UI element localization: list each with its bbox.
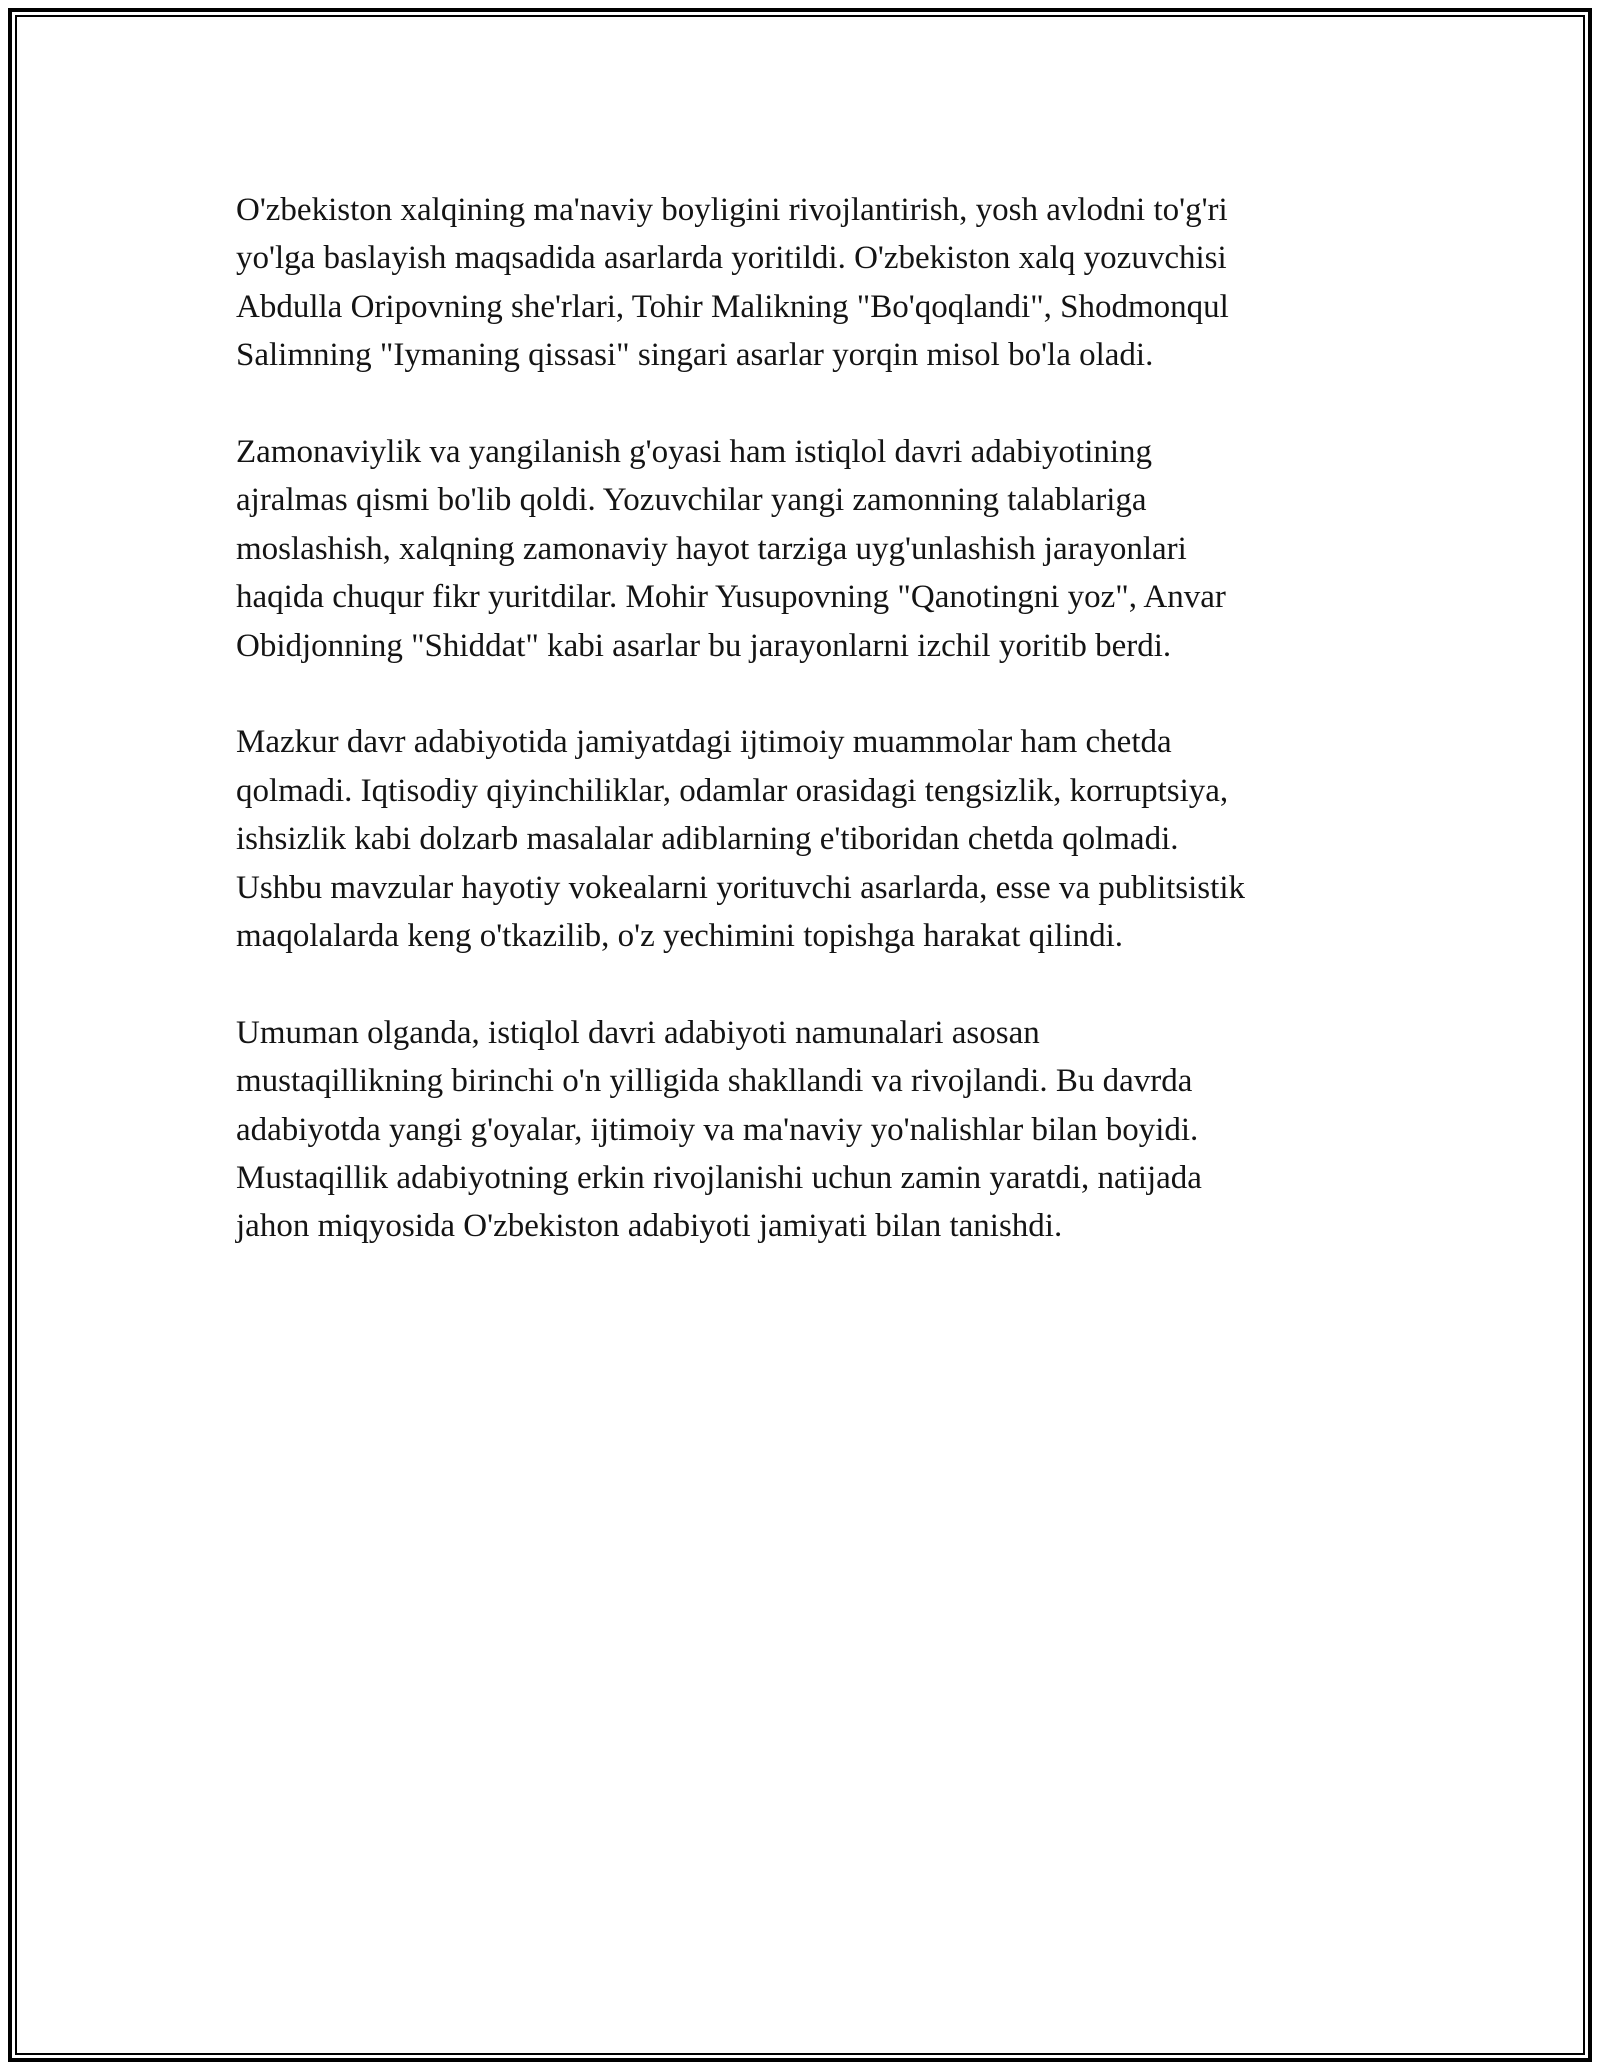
paragraph-1: O'zbekiston xalqining ma'naviy boyligini rivojlantirish, yosh avlodni to'g'ri yo'lga baslayish maqsadida asarlarda yoritildi. O'zbekiston xalq yozuvchisi Abdulla Oripovning she'rlari, Tohir Malikning "Bo'qoqlandi", Shodmonqul Salimning "Iymaning qissasi" singari asarlar yorqin misol bo'la oladi. — [236, 192, 1229, 374]
paragraph-2: Zamonaviylik va yangilanish g'oyasi ham istiqlol davri adabiyotining ajralmas qismi bo'lib qoldi. Yozuvchilar yangi zamonning talablariga moslashish, xalqning zamonaviy hayot tarziga uyg'unlashish jarayonlari haqida chuqur fikr yuritdilar. Mohir Yusupovning "Qanotingni yoz", Anvar Obidjonning "Shiddat" kabi asarlar bu jarayonlarni izchil yoritib berdi. — [236, 434, 1226, 664]
document-body — [236, 186, 1376, 1299]
paragraph-3: Mazkur davr adabiyotida jamiyatdagi ijtimoiy muammolar ham chetda qolmadi. Iqtisodiy qiyinchiliklar, odamlar orasidagi tengsizlik, korruptsiya, ishsizlik kabi dolzarb masalalar adiblarning e'tiboridan chetda qolmadi. Ushbu mavzular hayotiy vokealarni yorituvchi asarlarda, esse va publitsistik maqolalarda keng o'tkazilib, o'z yechimini topishga harakat qilindi. — [236, 724, 1245, 955]
paragraph-4: Umuman olganda, istiqlol davri adabiyoti namunalari asosan mustaqillikning birinchi o'n yilligida shakllandi va rivojlandi. Bu davrda adabiyotda yangi g'oyalar, ijtimoiy va ma'naviy yo'nalishlar bilan boyidi. Mustaqillik adabiyotning erkin rivojlanishi uchun zamin yaratdi, natijada jahon miqyosida O'zbekiston adabiyoti jamiyati bilan tanishdi. — [236, 1014, 1202, 1245]
